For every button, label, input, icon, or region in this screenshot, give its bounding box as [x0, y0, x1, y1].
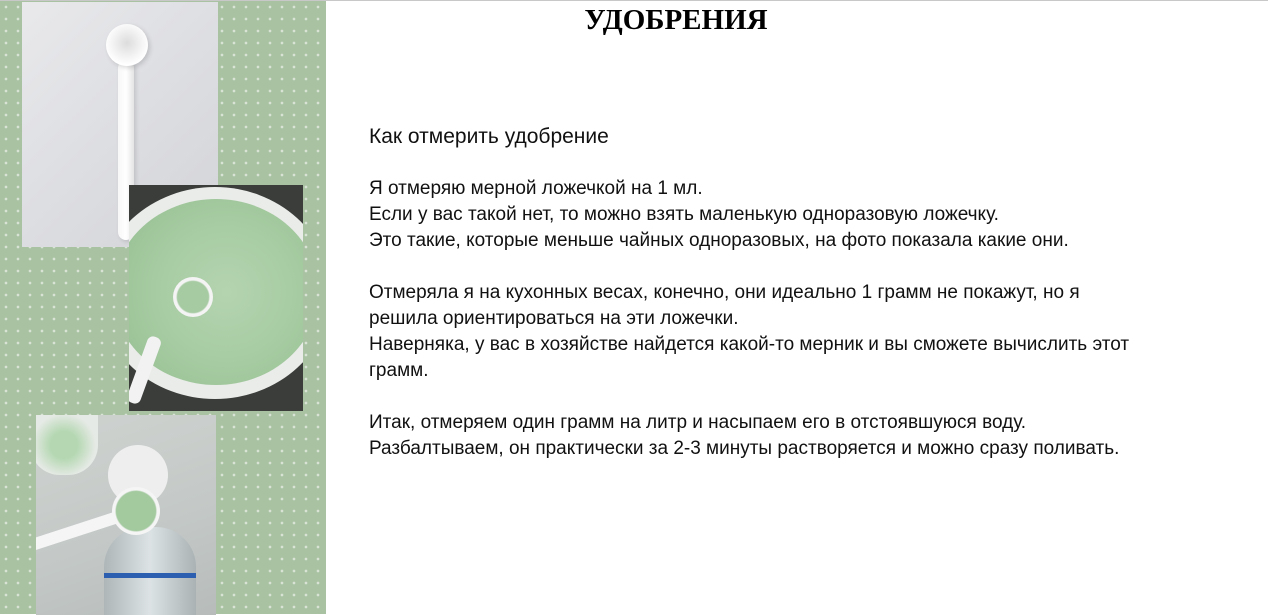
page-title: УДОБРЕНИЯ	[584, 4, 768, 36]
text-line: решила ориентироваться на эти ложечки.	[369, 308, 739, 329]
section-heading: Как отмерить удобрение	[369, 125, 609, 148]
bottle-ring	[104, 573, 196, 578]
text-line: Отмеряла я на кухонных весах, конечно, они идеально 1 грамм не покажут, но я	[369, 282, 1080, 303]
powder-jar	[36, 415, 98, 475]
text-line: Это такие, которые меньше чайных одноразовых, на фото показала какие они.	[369, 230, 1069, 251]
text-line: Я отмеряю мерной ложечкой на 1 мл.	[369, 178, 703, 199]
text-line: Итак, отмеряем один грамм на литр и насыпаем его в отстоявшуюся воду.	[369, 412, 1027, 433]
water-bottle	[104, 527, 196, 615]
text-line: грамм.	[369, 360, 429, 381]
photo-fertilizer-tub	[129, 185, 303, 411]
text-line: Если у вас такой нет, то можно взять маленькую одноразовую ложечку.	[369, 204, 999, 225]
spoon-with-powder	[112, 487, 160, 535]
spoon-bowl	[106, 24, 148, 66]
text-line: Разбалтываем, он практически за 2-3 минуты растворяется и можно сразу поливать.	[369, 438, 1120, 459]
paragraph-scales	[369, 280, 1249, 384]
text-line: Наверняка, у вас в хозяйстве найдется какой-то мерник и вы сможете вычислить этот	[369, 334, 1130, 355]
sidebar-photo-panel	[0, 1, 326, 614]
photo-spoon-over-bottle	[36, 415, 216, 615]
paragraph-measuring	[369, 176, 1249, 254]
article-body	[369, 124, 1249, 488]
spoon-with-powder	[173, 277, 213, 317]
paragraph-dissolving	[369, 410, 1249, 462]
